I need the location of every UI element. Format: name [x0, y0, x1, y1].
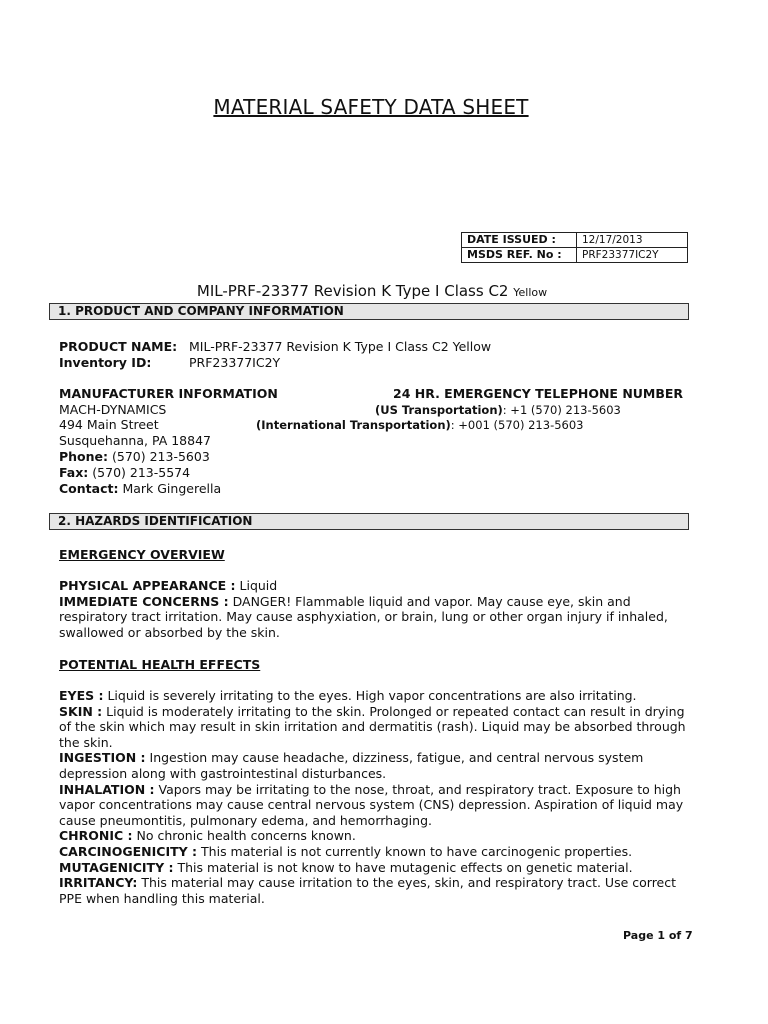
physical-appearance [59, 578, 689, 594]
contact-value: Mark Gingerella [122, 481, 222, 496]
company-name: MACH-DYNAMICS [59, 402, 167, 417]
emergency-overview-heading: EMERGENCY OVERVIEW [59, 547, 225, 562]
product-name-label: PRODUCT NAME: [59, 339, 178, 354]
city-state-zip: Susquehanna, PA 18847 [59, 433, 211, 448]
effect-inhalation [59, 782, 689, 829]
concerns-value: DANGER! Flammable liquid and vapor. May cause eye, skin and respiratory tract irritation. May cause asphyxiation, or brain, lung or other organ injury if inhaled, swallowed or absorbed by the skin. [59, 593, 668, 640]
product-subtitle [0, 282, 744, 300]
health-effects-list [59, 688, 689, 906]
effect-label: INHALATION : [59, 781, 155, 797]
effect-text: Liquid is moderately irritating to the skin. Prolonged or repeated contact can result in drying of the skin which may result in skin irritation and dermatitis (rash). Liquid may be absorbed through the skin. [59, 703, 686, 750]
intl-transport-row [256, 418, 583, 434]
effect-label: CHRONIC : [59, 828, 133, 844]
effect-label: SKIN : [59, 703, 103, 719]
effect-skin [59, 704, 689, 751]
effect-label: INGESTION : [59, 750, 146, 766]
emergency-heading: 24 HR. EMERGENCY TELEPHONE NUMBER [393, 386, 684, 401]
fax-row [59, 465, 190, 481]
concerns-label: IMMEDIATE CONCERNS : [59, 593, 229, 609]
product-name-value: MIL-PRF-23377 Revision K Type I Class C2 Yellow [189, 339, 492, 354]
section-2-header: 2. HAZARDS IDENTIFICATION [49, 513, 689, 530]
immediate-concerns [59, 594, 689, 641]
effect-text: Liquid is severely irritating to the eyes. High vapor concentrations are also irritating. [103, 688, 637, 703]
msds-ref-label: MSDS REF. No : [462, 248, 577, 263]
intl-transport-value: : +001 (570) 213-5603 [450, 418, 584, 432]
effect-text: This material may cause irritation to the eyes, skin, and respiratory tract. Use correct PPE when handling this material. [59, 875, 677, 906]
effect-text: Ingestion may cause headache, dizziness, fatigue, and central nervous system depression along with gastrointestinal disturbances. [59, 750, 644, 781]
product-name-row [59, 339, 491, 355]
phone-value: (570) 213-5603 [112, 449, 210, 464]
street-address: 494 Main Street [59, 417, 159, 432]
contact-label: Contact: [59, 481, 119, 496]
inventory-value: PRF23377IC2Y [189, 355, 281, 370]
reference-table [461, 232, 688, 263]
manufacturer-heading: MANUFACTURER INFORMATION [59, 386, 278, 401]
effect-label: EYES : [59, 688, 104, 703]
effect-ingestion [59, 750, 689, 781]
msds-ref-value: PRF23377IC2Y [577, 248, 688, 263]
date-issued-value: 12/17/2013 [577, 233, 688, 248]
page-number: Page 1 of 7 [623, 929, 693, 942]
document-title: MATERIAL SAFETY DATA SHEET [213, 95, 529, 119]
contact-row [59, 481, 221, 497]
effect-chronic [59, 828, 689, 844]
effect-text: This material is not currently known to have carcinogenic properties. [197, 843, 633, 859]
effect-label: IRRITANCY: [59, 875, 138, 891]
intl-transport-label: (International Transportation) [256, 418, 451, 432]
effect-carcinogenicity [59, 844, 689, 860]
us-transport-label: (US Transportation) [375, 403, 503, 417]
section-1-header: 1. PRODUCT AND COMPANY INFORMATION [49, 303, 689, 320]
appearance-label: PHYSICAL APPEARANCE : [59, 578, 236, 593]
effect-text: Vapors may be irritating to the nose, throat, and respiratory tract. Exposure to high vapor concentrations may cause central nervous system (CNS) depression. Aspiration of liquid may cause pneumontitis, pulmonary edema, and hemorrhaging. [59, 781, 684, 828]
fax-value: (570) 213-5574 [92, 465, 191, 480]
us-transport-row [375, 403, 621, 419]
effect-irritancy [59, 875, 689, 906]
effect-text: No chronic health concerns known. [132, 828, 356, 844]
subtitle-suffix: Yellow [513, 286, 548, 299]
effect-eyes [59, 688, 689, 704]
health-effects-heading: POTENTIAL HEALTH EFFECTS [59, 657, 261, 672]
inventory-label: Inventory ID: [59, 355, 152, 370]
effect-label: CARCINOGENICITY : [59, 843, 198, 859]
fax-label: Fax: [59, 465, 89, 480]
effect-mutagenicity [59, 860, 689, 876]
appearance-value: Liquid [235, 578, 278, 593]
effect-text: This material is not know to have mutagenic effects on genetic material. [173, 859, 633, 875]
effect-label: MUTAGENICITY : [59, 859, 174, 875]
subtitle-main: MIL-PRF-23377 Revision K Type I Class C2 [196, 282, 509, 300]
overview-block [59, 578, 689, 640]
phone-row [59, 449, 210, 465]
us-transport-value: : +1 (570) 213-5603 [502, 403, 621, 417]
date-issued-label: DATE ISSUED : [462, 233, 577, 248]
phone-label: Phone: [59, 449, 109, 464]
inventory-row [59, 355, 280, 371]
